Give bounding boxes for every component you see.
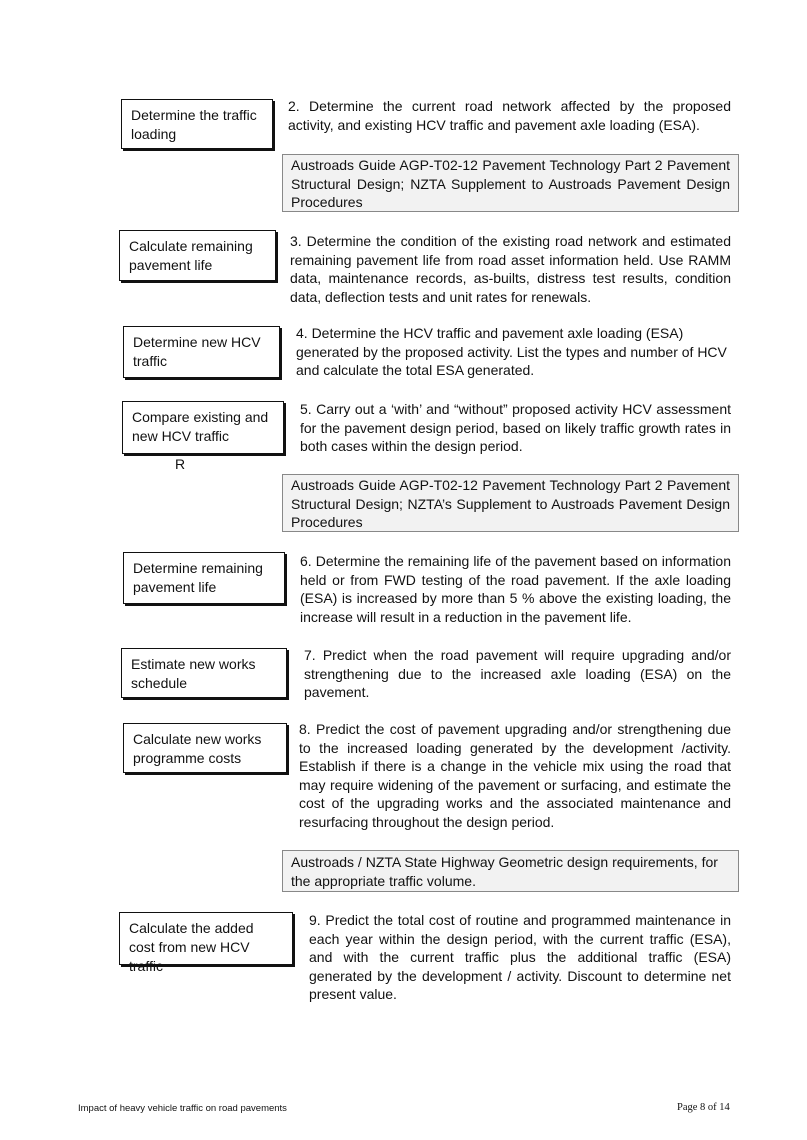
reference-box-3: Austroads / NZTA State Highway Geometric design requirements, for the appropriate traffic volume. [282,850,739,892]
step-5-text: 5. Carry out a ‘with’ and “without” proposed activity HCV assessment for the pavement design period, based on likely traffic growth rates in both cases within the design period. [300,401,731,455]
step-9-box: Calculate the added cost from new HCV traffic [119,912,293,965]
step-4-box: Determine new HCV traffic [123,326,280,378]
step-5-box: Compare existing and new HCV traffic [122,401,284,454]
footer-title: Impact of heavy vehicle traffic on road pavements [78,1103,287,1114]
step-3-text: 3. Determine the condition of the existing road network and estimated remaining pavement life from road asset information held. Use RAMM data, maintenance records, as-builts, distress test results, condition data, deflection tests and unit rates for renewals. [290,233,731,305]
step-4-text: 4. Determine the HCV traffic and pavement axle loading (ESA) generated by the proposed activity. List the types and number of HCV and calculate the total ESA generated. [296,325,727,379]
marker-r: R [175,456,186,472]
step-2-text: 2. Determine the current road network affected by the proposed activity, and existing HCV traffic and pavement axle loading (ESA). [288,98,731,133]
step-9-text: 9. Predict the total cost of routine and programmed maintenance in each year within the design period, with the current traffic (ESA), and with the current traffic plus the additional traffic (ESA) generated by the development / activity. Discount to determine net present value. [309,912,731,1003]
step-2-box: Determine the traffic loading [121,99,273,149]
step-8-box: Calculate new works programme costs [123,723,287,773]
page-number: Page 8 of 14 [677,1102,730,1113]
reference-box-2: Austroads Guide AGP-T02-12 Pavement Technology Part 2 Pavement Structural Design; NZTA’s Supplement to Austroads Pavement Design Procedures [282,474,739,532]
step-7-text: 7. Predict when the road pavement will require upgrading and/or strengthening due to the increased axle loading (ESA) on the pavement. [304,647,731,701]
reference-box-1: Austroads Guide AGP-T02-12 Pavement Technology Part 2 Pavement Structural Design; NZTA Supplement to Austroads Pavement Design Procedures [282,154,739,212]
step-8-text: 8. Predict the cost of pavement upgrading and/or strengthening due to the increased loading generated by the development /activity. Establish if there is a change in the vehicle mix using the road that may require widening of the pavement or surfacing, and estimate the cost of the upgrading works and the associated maintenance and resurfacing throughout the design period. [299,721,731,830]
step-6-box: Determine remaining pavement life [123,552,285,604]
step-3-box: Calculate remaining pavement life [119,230,276,281]
step-7-box: Estimate new works schedule [121,648,287,698]
step-6-text: 6. Determine the remaining life of the pavement based on information held or from FWD testing of the road pavement. If the axle loading (ESA) is increased by more than 5 % above the existing loading, the increase will result in a reduction in the pavement life. [300,553,731,625]
